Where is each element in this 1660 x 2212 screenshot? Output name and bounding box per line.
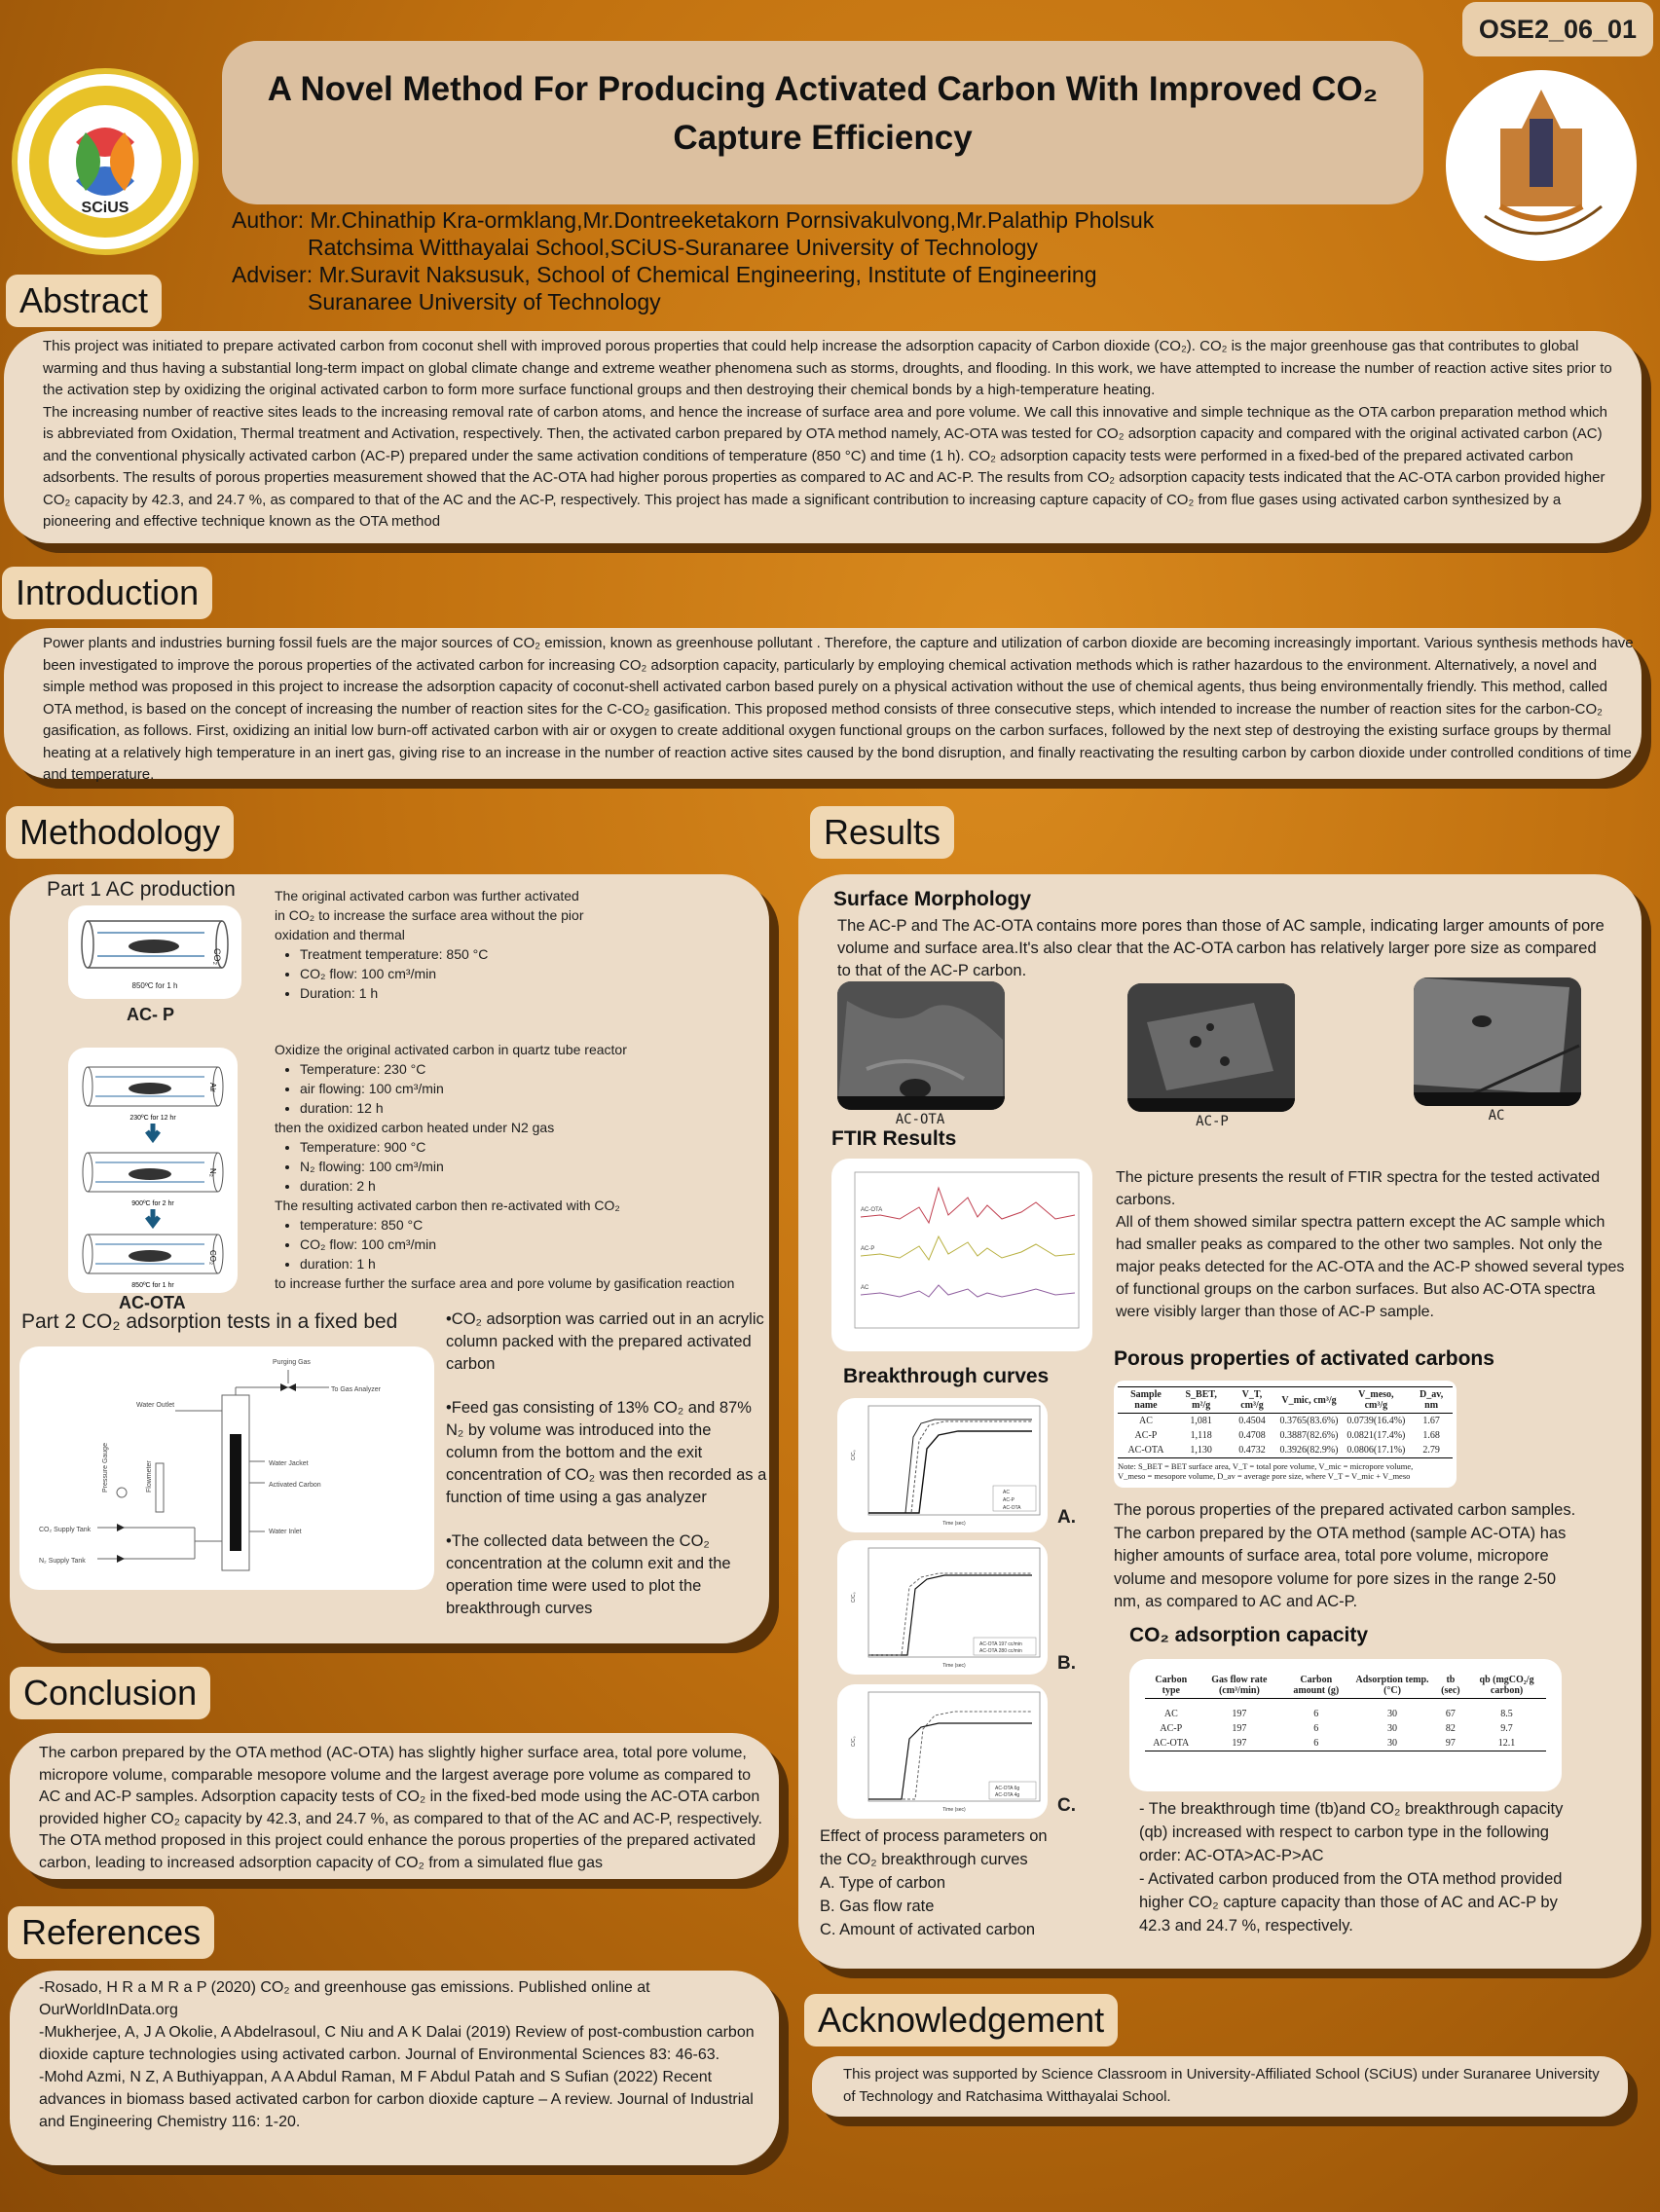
table-cell: 30 xyxy=(1387,1722,1398,1734)
ota-condition: • duration: 2 h xyxy=(300,1176,771,1196)
porous-properties-text: The porous properties of the prepared activated carbon samples. The carbon prepared by the OTA method (sample AC-OTA) has higher amounts of surface area, total pore volume, micropore volume and mesopore volume for pore sizes in the range 2-50 nm, as compared to AC and AC-P. xyxy=(1114,1501,1576,1610)
svg-text:CO₂ Supply Tank: CO₂ Supply Tank xyxy=(39,1527,92,1533)
table-cell: 6 xyxy=(1313,1737,1319,1749)
svg-text:Activated Carbon: Activated Carbon xyxy=(269,1482,321,1489)
svg-text:Air: Air xyxy=(208,1083,217,1092)
table-row xyxy=(1145,1736,1546,1751)
table-header-cell: qb (mgCO₂/g carbon) xyxy=(1479,1675,1534,1696)
table-cell: 6 xyxy=(1313,1708,1319,1719)
table-cell: 0.4504 xyxy=(1238,1416,1266,1426)
table-header-cell: D_av, nm xyxy=(1420,1389,1444,1411)
svg-text:Time (sec): Time (sec) xyxy=(942,1807,966,1813)
table-cell: 0.3765(83.6%) xyxy=(1279,1416,1339,1426)
acp-condition: • CO₂ flow: 100 cm³/min xyxy=(300,964,742,983)
ota-step-final: to increase further the surface area and pore volume by gasification reaction xyxy=(275,1275,735,1291)
introduction-heading: Introduction xyxy=(2,567,212,619)
acp-intro-1: The original activated carbon was further activated xyxy=(275,888,579,903)
reference-item: -Rosado, H R a M R a P (2020) CO₂ and greenhouse gas emissions. Published online at OurWorldInData.org xyxy=(39,1979,650,2018)
ota-condition: • N₂ flowing: 100 cm³/min xyxy=(300,1157,771,1176)
ota-condition: • Temperature: 230 °C xyxy=(300,1059,771,1079)
author-school: Ratchsima Witthayalai School,SCiUS-Suranaree University of Technology xyxy=(308,235,1038,260)
svg-text:AC-OTA: AC-OTA xyxy=(861,1207,883,1213)
porous-properties-title: Porous properties of activated carbons xyxy=(1114,1347,1494,1370)
table-header-cell: Carbon amount (g) xyxy=(1293,1675,1340,1696)
table-cell: 67 xyxy=(1445,1708,1456,1719)
ftir-text-2: All of them showed similar spectra pattern except the AC sample which had smaller peaks as compared to the other two samples. Not only the major peaks detected for the AC-OTA and the AC-P showed several types of functional groups on the carbon surfaces. But also AC-OTA spectra were visibly larger than those of AC-P sample. xyxy=(1116,1214,1625,1320)
table-row xyxy=(1145,1707,1546,1721)
svg-text:Purging Gas: Purging Gas xyxy=(273,1359,311,1366)
svg-text:To Gas Analyzer: To Gas Analyzer xyxy=(331,1386,381,1393)
part2-title: Part 2 CO₂ adsorption tests in a fixed bed xyxy=(21,1310,398,1333)
table-cell: 197 xyxy=(1232,1737,1247,1749)
adviser-university: Suranaree University of Technology xyxy=(308,289,661,314)
ota-condition: • CO₂ flow: 100 cm³/min xyxy=(300,1235,771,1254)
effect-item: B. Gas flow rate xyxy=(820,1898,935,1915)
conclusion-heading: Conclusion xyxy=(10,1667,210,1719)
table-cell: 0.0821(17.4%) xyxy=(1346,1430,1406,1441)
ac-ota-tubes-graphic xyxy=(68,1048,238,1293)
surface-morphology-title: Surface Morphology xyxy=(833,888,1032,910)
table-row xyxy=(1118,1428,1453,1443)
ota-condition: • temperature: 850 °C xyxy=(300,1215,771,1235)
table-cell: AC-P xyxy=(1134,1430,1158,1441)
poster-title xyxy=(222,41,1423,204)
svg-text:AC: AC xyxy=(1003,1490,1010,1495)
porous-properties-table xyxy=(1114,1381,1457,1488)
ota-step-thermal: then the oxidized carbon heated under N2 gas xyxy=(275,1120,555,1135)
ota-condition: • Temperature: 900 °C xyxy=(300,1137,771,1157)
ota-condition: • duration: 12 h xyxy=(300,1098,771,1118)
table-cell: 2.79 xyxy=(1422,1445,1440,1456)
table-cell: 8.5 xyxy=(1500,1708,1513,1719)
table-header-cell: tb (sec) xyxy=(1441,1675,1460,1696)
effect-title: Effect of process parameters on the CO₂ breakthrough curves xyxy=(820,1827,1048,1868)
author-block xyxy=(232,206,1154,315)
table-header-cell: V_mic, cm³/g xyxy=(1281,1394,1337,1406)
table-cell: 12.1 xyxy=(1497,1737,1516,1749)
table-cell: AC-P xyxy=(1160,1722,1183,1734)
breakthrough-label-c: C. xyxy=(1057,1795,1076,1816)
adviser-line: Adviser: Mr.Suravit Naksusuk, School of Chemical Engineering, Institute of Engineering xyxy=(232,262,1097,287)
table-header-row xyxy=(1118,1387,1453,1414)
capacity-point-1: - The breakthrough time (tb)and CO₂ breakthrough capacity (qb) increased with respect to carbon type in the following order: AC-OTA>AC-P>AC xyxy=(1139,1800,1564,1864)
table-header-row xyxy=(1145,1673,1546,1699)
ac-ota-label: AC-OTA xyxy=(119,1293,186,1312)
abstract-paragraph-1: This project was initiated to prepare activated carbon from coconut shell with improved porous properties that could help increase the adsorption capacity of Carbon dioxide (CO₂). CO₂ is the major greenhouse gas that contributes to global warming and thus having a substantial long-term impact on global climate change and extreme weather phenomena such as storms, droughts, and flooding. In this work, we have attempted to increase the number of reaction active sites prior to the activation step by oxidizing the original activated carbon to form more surface functional groups and then destroying their chemical bonds by a high-temperature heating. xyxy=(43,338,1612,398)
title-line-1: A Novel Method For Producing Activated Carbon With Improved CO₂ xyxy=(267,70,1379,108)
svg-text:Time (sec): Time (sec) xyxy=(942,1663,966,1669)
table-header-cell: S_BET, m²/g xyxy=(1185,1389,1217,1411)
acknowledgement-heading: Acknowledgement xyxy=(804,1994,1118,2046)
svg-text:CO₂: CO₂ xyxy=(208,1250,217,1266)
sut-logo xyxy=(1446,70,1637,261)
svg-text:Flowmeter: Flowmeter xyxy=(146,1460,153,1493)
table-row xyxy=(1118,1443,1453,1458)
sut-emblem-graphic xyxy=(1446,70,1637,261)
effect-description xyxy=(820,1825,1073,1941)
sem-caption-ac-p: AC-P xyxy=(1196,1114,1229,1129)
porous-table-note-2: V_meso = mesopore volume, D_av = average pore size, where V_T = V_mic + V_meso xyxy=(1118,1471,1411,1481)
co2-capacity-text xyxy=(1139,1797,1568,1937)
table-cell: 97 xyxy=(1445,1737,1456,1749)
author-line: Author: Mr.Chinathip Kra-ormklang,Mr.Dontreeketakorn Pornsivakulvong,Mr.Palathip Pholsuk xyxy=(232,207,1155,233)
svg-text:850ºC for 1 hr: 850ºC for 1 hr xyxy=(131,1282,174,1289)
ac-ota-description xyxy=(275,1040,771,1293)
table-cell: 197 xyxy=(1232,1722,1247,1734)
table-cell: 0.3887(82.6%) xyxy=(1279,1430,1339,1441)
svg-text:SCiUS: SCiUS xyxy=(81,200,129,216)
breakthrough-title: Breakthrough curves xyxy=(843,1365,1050,1387)
abstract-paragraph-2: The increasing number of reactive sites leads to the increasing removal rate of carbon atoms, and hence the increase of surface area and pore volume. We call this innovative and simple technique as the OTA carbon preparation method which is abbreviated from Oxidation, Thermal treatment and Activation, respectively. Then, the activated carbon prepared by OTA method namely, AC-OTA was tested for CO₂ adsorption capacity and compared with the original activated carbon (AC) and the conventional physically activated carbon (AC-P) prepared under the same activation conditions of temperature (850 °C) and time (1 h). CO₂ adsorption capacity tests were performed in a fixed-bed of the prepared activated carbon adsorbents. The results of porous properties measurement showed that the AC-OTA had higher porous properties as compared to AC and AC-P. The results from CO₂ adsorption capacity tests indicated that the AC-OTA carbon provided higher CO₂ capacity by 42.3, and 24.7 %, as compared to that of the AC and the AC-P, respectively. This project has made a significant contribution to increasing capture capacity of CO₂ from flue gases using activated carbon synthesized by a pioneering and effective technique known as the OTA method xyxy=(43,403,1607,530)
svg-text:AC-OTA 280 cc/min: AC-OTA 280 cc/min xyxy=(979,1648,1022,1654)
acknowledgement-text: This project was supported by Science Classroom in University-Affiliated School (SCiUS) under Suranaree University of Technology and Ratchasima Witthayalai School. xyxy=(843,2066,1600,2105)
table-cell: 1,118 xyxy=(1190,1430,1212,1441)
svg-text:AC-OTA 4g: AC-OTA 4g xyxy=(995,1792,1020,1798)
breakthrough-a-graphic xyxy=(837,1398,1048,1532)
svg-text:Time (sec): Time (sec) xyxy=(942,1521,966,1527)
introduction-text: Power plants and industries burning fossil fuels are the major sources of CO₂ emission, known as greenhouse pollutant . Therefore, the capture and utilization of carbon dioxide are becoming increasingly important. Various synthesis methods have been investigated to improve the porous properties of the activated carbon for increasing CO₂ adsorption capacity, particularly by employing chemical activation methods which is rather hazardous to the environment. Alternatively, a novel and simple method was proposed in this project to increase the adsorption capacity of coconut-shell activated carbon based purely on a physical activation without the use of chemical agents, thus being environmentally friendly. This method, called OTA method, is based on the concept of increasing the number of reaction sites for the C-CO₂ gasification. This proposed method consists of three consecutive steps, which intended to increase the number of reaction sites for the carbon-CO₂ gasification, as follows. First, oxidizing an initial low burn-off activated carbon with air or oxygen to create additional oxygen functional groups on the carbon surfaces, followed by the next step of destroying the existing surface groups by thermal heating at a relatively high temperature in an inert gas, giving rise to an increase in the number of reaction active sites caused by the bond disruption, and finally reactivating the resulting carbon by carbon dioxide under controlled conditions of time and temperature. xyxy=(43,635,1634,783)
capacity-point-2: - Activated carbon produced from the OTA method provided higher CO₂ capture capacity than those of AC and AC-P by 42.3 and 24.7 %, respectively. xyxy=(1139,1870,1563,1935)
part2-point-2: •Feed gas consisting of 13% CO₂ and 87% N₂ by volume was introduced into the column from the bottom and the exit concentration of CO₂ was then recorded as a function of time using a gas analyzer xyxy=(446,1399,767,1506)
svg-text:AC-OTA 6g: AC-OTA 6g xyxy=(995,1786,1020,1791)
tube-air xyxy=(83,1067,223,1122)
table-cell: 1,081 xyxy=(1190,1416,1212,1426)
svg-text:900ºC for 2 hr: 900ºC for 2 hr xyxy=(131,1200,174,1207)
breakthrough-label-b: B. xyxy=(1057,1653,1076,1674)
methodology-heading: Methodology xyxy=(6,806,234,859)
table-header-cell: V_T, cm³/g xyxy=(1240,1389,1264,1411)
sem-caption-ac: AC xyxy=(1488,1108,1505,1124)
acp-conditions xyxy=(275,944,742,1003)
svg-text:Water Outlet: Water Outlet xyxy=(136,1402,175,1409)
reference-item: -Mohd Azmi, N Z, A Buthiyappan, A A Abdul Raman, M F Abdul Patah and S Sufian (2022) Recent advances in biomass based activated carbon for carbon dioxide capture – A review. Journal of Industrial and Engineering Chemistry 116: 1-20. xyxy=(39,2069,754,2130)
acp-tube-graphic xyxy=(68,905,241,999)
table-cell: 0.4708 xyxy=(1238,1430,1266,1441)
tube-co2 xyxy=(83,1235,223,1289)
surface-morphology-text: The AC-P and The AC-OTA contains more pores than those of AC sample, indicating larger amounts of pore volume and surface area.It's also clear that the AC-OTA carbon has relatively larger pore size as compared to that of the AC-P carbon. xyxy=(837,917,1605,979)
svg-text:AC-P: AC-P xyxy=(861,1246,875,1252)
reference-item: -Mukherjee, A, J A Okolie, A Abdelrasoul, C Niu and A K Dalai (2019) Review of post-combustion carbon dioxide capture technologies using activated carbon. Journal of Environmental Sciences 83: 46-63. xyxy=(39,2024,755,2063)
ftir-text-1: The picture presents the result of FTIR spectra for the tested activated carbons. xyxy=(1116,1169,1601,1208)
table-cell: 1.67 xyxy=(1422,1416,1440,1426)
fixed-bed-diagram xyxy=(19,1346,434,1590)
table-cell: 0.0806(17.1%) xyxy=(1346,1445,1406,1456)
part2-point-1: •CO₂ adsorption was carried out in an acrylic column packed with the prepared activated carbon xyxy=(446,1310,764,1373)
results-heading: Results xyxy=(810,806,954,859)
references-list xyxy=(39,1976,765,2133)
acp-label: AC- P xyxy=(127,1005,174,1024)
svg-text:C/C₀: C/C₀ xyxy=(851,1736,857,1747)
table-cell: 0.4732 xyxy=(1238,1445,1266,1456)
svg-text:CO₂: CO₂ xyxy=(212,948,222,965)
acp-condition: • Duration: 1 h xyxy=(300,983,742,1003)
ota-step-oxidize: Oxidize the original activated carbon in quartz tube reactor xyxy=(275,1042,627,1057)
table-cell: 0.3926(82.9%) xyxy=(1279,1445,1339,1456)
svg-text:C/C₀: C/C₀ xyxy=(851,1450,857,1460)
svg-text:Pressure Gauge: Pressure Gauge xyxy=(102,1443,109,1493)
sem-image-ac-ota xyxy=(837,981,1005,1110)
table-header-cell: Adsorption temp. (°C) xyxy=(1355,1675,1429,1696)
table-row xyxy=(1118,1414,1453,1429)
acp-condition: • Treatment temperature: 850 °C xyxy=(300,944,742,964)
ftir-text xyxy=(1116,1166,1632,1323)
porous-table-note-1: Note: S_BET = BET surface area, V_T = total pore volume, V_mic = micropore volume, xyxy=(1118,1461,1414,1471)
ftir-chart-graphic xyxy=(831,1159,1092,1351)
table-header-cell: Gas flow rate (cm³/min) xyxy=(1211,1675,1268,1696)
svg-text:AC-P: AC-P xyxy=(1003,1497,1014,1503)
svg-text:AC: AC xyxy=(861,1285,869,1291)
table-header-cell: Sample name xyxy=(1130,1389,1162,1411)
breakthrough-label-a: A. xyxy=(1057,1507,1076,1528)
svg-text:AC-OTA: AC-OTA xyxy=(1003,1505,1021,1511)
svg-text:230ºC for 12 hr: 230ºC for 12 hr xyxy=(129,1115,176,1122)
breakthrough-c-graphic xyxy=(837,1684,1048,1819)
table-cell: 0.0739(16.4%) xyxy=(1346,1416,1406,1426)
porous-table xyxy=(1118,1386,1453,1458)
table-cell: AC-OTA xyxy=(1153,1737,1190,1749)
ota-step-reactivate: The resulting activated carbon then re-activated with CO₂ xyxy=(275,1198,620,1213)
sem-ac-ota-graphic xyxy=(837,981,1005,1110)
fixed-bed-graphic xyxy=(19,1346,434,1590)
poster-code: OSE2_06_01 xyxy=(1462,2,1653,56)
ota-reactivate-conditions xyxy=(275,1215,771,1273)
table-cell: 1,130 xyxy=(1190,1445,1212,1456)
svg-text:N₂: N₂ xyxy=(208,1168,217,1177)
co2-capacity-table xyxy=(1129,1659,1562,1791)
sem-image-ac xyxy=(1414,977,1581,1106)
ac-ota-tube-diagram xyxy=(68,1048,238,1293)
sem-image-ac-p xyxy=(1127,983,1295,1112)
acp-intro-3: oxidation and thermal xyxy=(275,927,405,942)
acp-tube-diagram xyxy=(68,905,241,999)
breakthrough-chart-a xyxy=(837,1398,1048,1532)
table-cell: AC xyxy=(1138,1416,1153,1426)
svg-text:Water Inlet: Water Inlet xyxy=(269,1529,302,1535)
references-heading: References xyxy=(8,1906,214,1959)
table-row xyxy=(1145,1721,1546,1736)
table-header-cell: Carbon type xyxy=(1155,1675,1188,1696)
sem-ac-p-graphic xyxy=(1127,983,1295,1112)
part2-point-3: •The collected data between the CO₂ concentration at the column exit and the operation time were used to plot the breakthrough curves xyxy=(446,1532,731,1617)
table-cell: 9.7 xyxy=(1500,1722,1513,1734)
table-cell: 30 xyxy=(1387,1737,1398,1749)
part1-title: Part 1 AC production xyxy=(47,878,236,901)
effect-item: A. Type of carbon xyxy=(820,1874,946,1892)
tube-n2 xyxy=(83,1153,223,1207)
ota-oxidize-conditions xyxy=(275,1059,771,1118)
table-cell: AC xyxy=(1163,1708,1178,1719)
table-cell: AC-OTA xyxy=(1127,1445,1164,1456)
ftir-title: FTIR Results xyxy=(831,1127,957,1150)
acp-intro-2: in CO₂ to increase the surface area without the pior xyxy=(275,907,584,923)
capacity-table xyxy=(1145,1673,1546,1751)
svg-text:C/C₀: C/C₀ xyxy=(851,1592,857,1603)
table-cell: 82 xyxy=(1445,1722,1456,1734)
co2-capacity-title: CO₂ adsorption capacity xyxy=(1129,1624,1369,1646)
scius-logo-graphic xyxy=(18,74,193,249)
ota-condition: • air flowing: 100 cm³/min xyxy=(300,1079,771,1098)
ota-condition: • duration: 1 h xyxy=(300,1254,771,1273)
abstract-heading: Abstract xyxy=(6,275,162,327)
title-line-2: Capture Efficiency xyxy=(673,119,973,157)
acp-description xyxy=(275,886,742,1003)
svg-text:AC-OTA 197 cc/min: AC-OTA 197 cc/min xyxy=(979,1641,1022,1647)
table-cell: 197 xyxy=(1232,1708,1247,1719)
table-cell: 6 xyxy=(1313,1722,1319,1734)
svg-text:850ºC for 1 h: 850ºC for 1 h xyxy=(131,981,178,990)
ftir-chart xyxy=(831,1159,1092,1351)
conclusion-text: The carbon prepared by the OTA method (AC-OTA) has slightly higher surface area, total pore volume, micropore volume, comparable mesopore volume and the largest average pore volume as compared to AC and AC-P samples. Adsorption capacity tests of CO₂ in the fixed-bed mode using the AC-OTA carbon provided higher CO₂ capacity by 42.3, and 24.7 %, as compared to that of the AC and AC-P, respectively. The OTA method proposed in this project could enhance the porous properties of the prepared activated carbon, leading to increased adsorption capacity of CO₂ from a simulated flue gas xyxy=(39,1745,762,1871)
abstract-text xyxy=(43,336,1614,534)
table-cell: 30 xyxy=(1387,1708,1398,1719)
table-cell: 1.68 xyxy=(1422,1430,1440,1441)
ota-thermal-conditions xyxy=(275,1137,771,1196)
sem-caption-ac-ota: AC-OTA xyxy=(895,1112,945,1127)
breakthrough-chart-c xyxy=(837,1684,1048,1819)
part2-description xyxy=(446,1309,767,1620)
svg-text:N₂ Supply Tank: N₂ Supply Tank xyxy=(39,1558,86,1565)
table-header-cell: V_meso, cm³/g xyxy=(1358,1389,1394,1411)
effect-item: C. Amount of activated carbon xyxy=(820,1921,1036,1938)
breakthrough-chart-b xyxy=(837,1540,1048,1675)
sem-ac-graphic xyxy=(1414,977,1581,1106)
svg-text:Water Jacket: Water Jacket xyxy=(269,1460,309,1467)
scius-logo xyxy=(12,68,199,255)
breakthrough-b-graphic xyxy=(837,1540,1048,1675)
